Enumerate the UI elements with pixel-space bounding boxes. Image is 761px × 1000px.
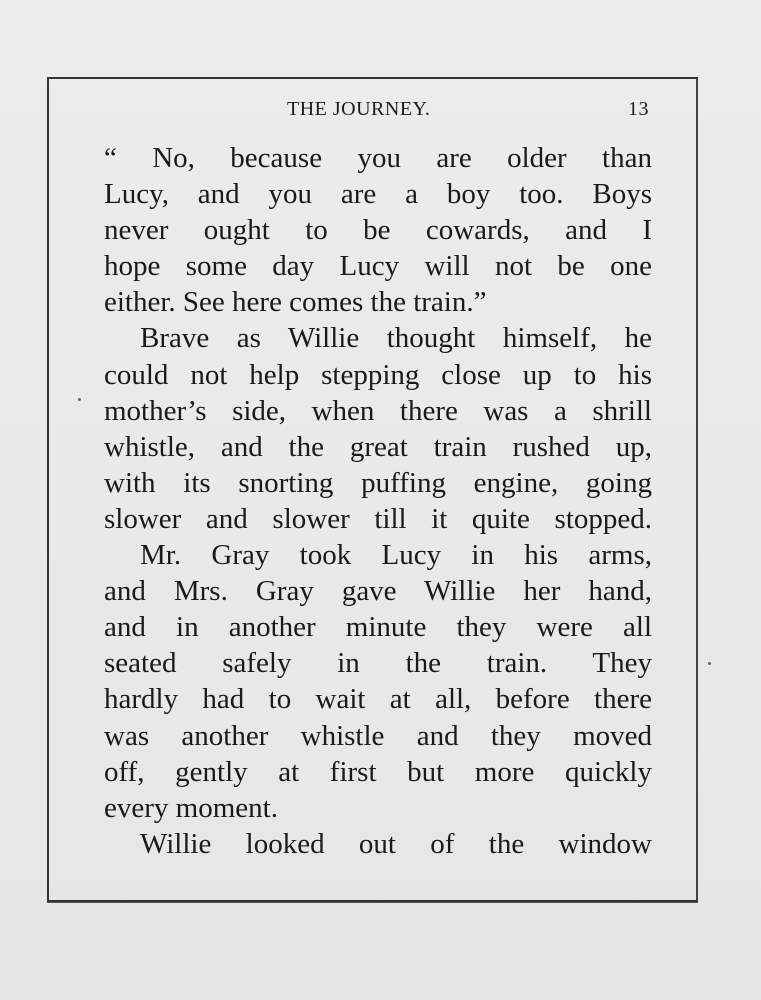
paper-speck [708,662,711,665]
text-line: off, gently at first but more quickly [104,755,652,788]
text-line: could not help stepping close up to his [104,358,652,391]
text-line: Lucy, and you are a boy too. Boys [104,178,652,211]
text-line: and in another minute they were all [104,611,652,644]
page-number: 13 [628,98,649,120]
text-line: either. See here comes the train.” [104,286,487,319]
text-line: mother’s side, when there was a shrill [104,394,652,427]
text-line: “ No, because you are older than [104,142,652,174]
text-line: Brave as Willie thought himself, he [140,322,652,355]
page-border-bottom-rule [47,902,698,903]
running-header [0,98,761,128]
text-line: hardly had to wait at all, before there [104,683,652,716]
text-line: Willie looked out of the window [140,827,652,860]
text-line: Mr. Gray took Lucy in his arms, [140,539,652,572]
text-line: hope some day Lucy will not be one [104,250,652,283]
running-title: THE JOURNEY. [287,98,431,120]
text-line: never ought to be cowards, and I [104,214,652,247]
text-line: with its snorting puffing engine, going [104,466,652,499]
text-line: slower and slower till it quite stopped. [104,502,652,535]
text-line: seated safely in the train. They [104,647,652,680]
body-text [104,140,652,862]
text-line: every moment. [104,791,278,824]
text-line: and Mrs. Gray gave Willie her hand, [104,575,652,608]
text-line: was another whistle and they moved [104,719,652,752]
text-line: whistle, and the great train rushed up, [104,430,652,463]
paper-speck [78,398,81,401]
